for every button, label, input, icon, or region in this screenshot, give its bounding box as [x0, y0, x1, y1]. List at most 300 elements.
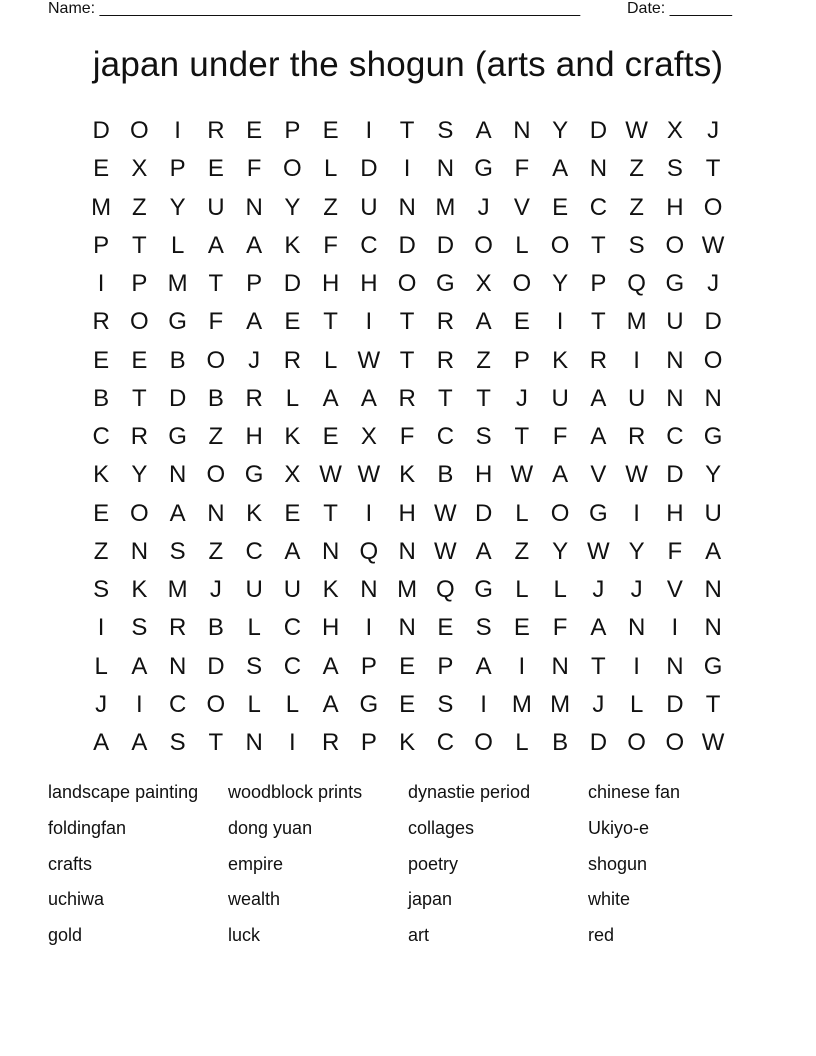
grid-cell[interactable]: D: [207, 652, 225, 680]
grid-cell[interactable]: E: [93, 499, 110, 527]
grid-cell[interactable]: C: [436, 729, 455, 757]
grid-cell[interactable]: S: [169, 729, 186, 757]
grid-cell[interactable]: A: [705, 537, 722, 565]
grid-cell[interactable]: A: [360, 384, 377, 412]
grid-cell[interactable]: T: [438, 384, 453, 412]
grid-cell[interactable]: O: [130, 117, 149, 145]
grid-cell[interactable]: N: [207, 499, 225, 527]
grid-cell[interactable]: L: [515, 499, 529, 527]
grid-cell[interactable]: I: [97, 614, 105, 642]
grid-cell[interactable]: U: [283, 576, 302, 604]
word-list-item: dong yuan: [228, 817, 313, 838]
grid-cell[interactable]: N: [398, 614, 416, 642]
grid-cell[interactable]: J: [707, 117, 720, 145]
grid-cell[interactable]: U: [360, 193, 378, 221]
grid-cell[interactable]: L: [629, 690, 644, 718]
grid-cell[interactable]: N: [436, 155, 455, 183]
grid-cell[interactable]: W: [701, 231, 725, 259]
grid-cell[interactable]: R: [168, 614, 187, 642]
grid-cell[interactable]: F: [552, 614, 568, 642]
grid-cell[interactable]: G: [703, 423, 723, 451]
grid-cell[interactable]: E: [93, 346, 110, 374]
grid-cell[interactable]: I: [365, 117, 373, 145]
grid-cell[interactable]: T: [591, 308, 606, 336]
grid-cell[interactable]: J: [592, 690, 605, 718]
grid-cell[interactable]: R: [321, 729, 340, 757]
grid-cell[interactable]: Z: [629, 155, 644, 183]
grid-cell[interactable]: E: [207, 155, 224, 183]
grid-cell[interactable]: O: [130, 499, 149, 527]
grid-cell[interactable]: E: [399, 652, 416, 680]
grid-cell[interactable]: L: [285, 690, 300, 718]
grid-cell[interactable]: T: [132, 231, 147, 259]
grid-cell[interactable]: Q: [359, 537, 379, 565]
grid-cell[interactable]: Y: [628, 537, 645, 565]
grid-cell[interactable]: D: [589, 117, 608, 145]
grid-cell[interactable]: L: [515, 576, 529, 604]
grid-cell[interactable]: H: [360, 270, 378, 298]
grid-cell[interactable]: Y: [552, 270, 569, 298]
grid-cell[interactable]: L: [285, 384, 300, 412]
grid-cell[interactable]: U: [207, 193, 225, 221]
grid-cell[interactable]: R: [589, 346, 608, 374]
grid-cell[interactable]: I: [97, 270, 105, 298]
grid-cell[interactable]: Z: [629, 193, 644, 221]
grid-cell[interactable]: N: [551, 652, 569, 680]
grid-cell[interactable]: N: [245, 193, 263, 221]
grid-cell[interactable]: I: [136, 690, 143, 718]
grid-cell[interactable]: U: [627, 384, 646, 412]
grid-cell[interactable]: Y: [552, 537, 569, 565]
grid-cell[interactable]: J: [248, 346, 261, 374]
grid-cell[interactable]: N: [704, 384, 722, 412]
grid-cell[interactable]: L: [515, 231, 529, 259]
grid-cell[interactable]: E: [284, 499, 301, 527]
grid-cell[interactable]: Z: [476, 346, 491, 374]
grid-cell[interactable]: B: [207, 384, 224, 412]
grid-cell[interactable]: N: [398, 193, 416, 221]
grid-cell[interactable]: O: [130, 308, 149, 336]
grid-cell[interactable]: A: [552, 155, 569, 183]
grid-cell[interactable]: Z: [208, 537, 224, 565]
grid-cell[interactable]: N: [360, 576, 378, 604]
grid-cell[interactable]: G: [703, 652, 723, 680]
grid-cell[interactable]: M: [91, 193, 112, 221]
grid-cell[interactable]: Y: [284, 193, 301, 221]
grid-cell[interactable]: D: [283, 270, 302, 298]
grid-cell[interactable]: C: [283, 614, 302, 642]
grid-cell[interactable]: K: [399, 461, 416, 489]
grid-cell[interactable]: R: [436, 308, 455, 336]
grid-cell[interactable]: M: [550, 690, 571, 718]
grid-cell[interactable]: S: [666, 155, 683, 183]
grid-cell[interactable]: I: [480, 690, 487, 718]
grid-cell[interactable]: F: [667, 537, 683, 565]
grid-cell[interactable]: B: [552, 729, 569, 757]
grid-cell[interactable]: P: [513, 346, 530, 374]
grid-cell[interactable]: A: [207, 231, 224, 259]
grid-cell[interactable]: P: [590, 270, 607, 298]
grid-cell[interactable]: T: [399, 346, 415, 374]
grid-cell[interactable]: P: [360, 729, 377, 757]
grid-cell[interactable]: A: [590, 614, 607, 642]
grid-cell[interactable]: C: [283, 652, 302, 680]
grid-cell[interactable]: X: [131, 155, 148, 183]
grid-cell[interactable]: D: [666, 461, 684, 489]
grid-cell[interactable]: G: [168, 308, 187, 336]
grid-cell[interactable]: O: [283, 155, 302, 183]
grid-cell[interactable]: W: [587, 537, 610, 565]
grid-cell[interactable]: J: [630, 576, 643, 604]
grid-cell[interactable]: W: [357, 461, 381, 489]
grid-cell[interactable]: H: [321, 614, 340, 642]
grid-cell[interactable]: G: [168, 423, 187, 451]
grid-cell[interactable]: J: [707, 270, 720, 298]
grid-cell[interactable]: R: [130, 423, 149, 451]
grid-cell[interactable]: X: [360, 423, 377, 451]
grid-cell[interactable]: E: [513, 614, 530, 642]
grid-cell[interactable]: S: [437, 117, 454, 145]
grid-cell[interactable]: G: [359, 690, 379, 718]
grid-cell[interactable]: W: [434, 537, 457, 565]
grid-cell[interactable]: E: [93, 155, 110, 183]
grid-cell[interactable]: A: [246, 308, 263, 336]
grid-cell[interactable]: S: [437, 690, 454, 718]
grid-cell[interactable]: A: [475, 308, 492, 336]
grid-cell[interactable]: H: [474, 461, 493, 489]
grid-cell[interactable]: T: [399, 308, 415, 336]
grid-cell[interactable]: A: [322, 384, 339, 412]
word-list-item: crafts: [48, 853, 93, 874]
grid-cell[interactable]: E: [552, 193, 569, 221]
grid-cell[interactable]: I: [633, 652, 640, 680]
grid-cell[interactable]: P: [131, 270, 148, 298]
grid-cell[interactable]: S: [475, 423, 492, 451]
grid-cell[interactable]: L: [323, 346, 338, 374]
grid-cell[interactable]: C: [168, 690, 187, 718]
grid-cell[interactable]: F: [246, 155, 262, 183]
grid-cell[interactable]: B: [437, 461, 454, 489]
grid-cell[interactable]: S: [93, 576, 110, 604]
word-list-item: wealth: [228, 889, 281, 910]
grid-cell[interactable]: P: [169, 155, 186, 183]
grid-cell[interactable]: E: [131, 346, 148, 374]
grid-cell[interactable]: C: [360, 231, 378, 259]
grid-cell[interactable]: M: [167, 270, 188, 298]
grid-cell[interactable]: T: [323, 499, 338, 527]
grid-cell[interactable]: K: [93, 461, 110, 489]
grid-cell[interactable]: L: [247, 614, 261, 642]
grid-cell[interactable]: O: [550, 499, 570, 527]
grid-cell[interactable]: R: [92, 308, 110, 336]
grid-cell[interactable]: M: [511, 690, 532, 718]
grid-cell[interactable]: L: [247, 690, 261, 718]
grid-cell[interactable]: I: [365, 308, 373, 336]
grid-cell[interactable]: U: [666, 308, 684, 336]
grid-cell[interactable]: B: [207, 614, 224, 642]
grid-cell[interactable]: G: [244, 461, 264, 489]
grid-cell[interactable]: E: [246, 117, 263, 145]
grid-cell[interactable]: O: [397, 270, 417, 298]
grid-cell[interactable]: I: [633, 499, 640, 527]
grid-cell[interactable]: O: [206, 346, 226, 374]
grid-cell[interactable]: K: [552, 346, 569, 374]
grid-cell[interactable]: G: [665, 270, 685, 298]
grid-cell[interactable]: A: [93, 729, 110, 757]
grid-cell[interactable]: Z: [93, 537, 109, 565]
grid-cell[interactable]: T: [705, 690, 721, 718]
grid-cell[interactable]: N: [589, 155, 608, 183]
grid-cell[interactable]: O: [206, 461, 226, 489]
grid-cell[interactable]: L: [553, 576, 567, 604]
word-list-item: poetry: [408, 853, 459, 874]
grid-cell[interactable]: D: [589, 729, 608, 757]
grid-cell[interactable]: N: [666, 384, 684, 412]
grid-cell[interactable]: E: [437, 614, 454, 642]
grid-cell[interactable]: E: [513, 308, 530, 336]
grid-cell[interactable]: X: [284, 461, 301, 489]
grid-cell[interactable]: O: [474, 231, 493, 259]
grid-cell[interactable]: I: [365, 614, 373, 642]
grid-cell[interactable]: O: [474, 729, 493, 757]
grid-cell[interactable]: I: [671, 614, 679, 642]
grid-cell[interactable]: W: [319, 461, 342, 489]
grid-cell[interactable]: I: [518, 652, 526, 680]
grid-cell[interactable]: T: [591, 652, 606, 680]
grid-cell[interactable]: A: [284, 537, 301, 565]
grid-cell[interactable]: B: [169, 346, 186, 374]
grid-cell[interactable]: D: [168, 384, 187, 412]
grid-cell[interactable]: A: [475, 537, 492, 565]
grid-cell[interactable]: K: [246, 499, 263, 527]
grid-cell[interactable]: J: [592, 576, 605, 604]
grid-cell[interactable]: N: [168, 461, 187, 489]
grid-cell[interactable]: A: [590, 423, 607, 451]
grid-cell[interactable]: R: [283, 346, 302, 374]
grid-cell[interactable]: R: [245, 384, 263, 412]
grid-cell[interactable]: Y: [552, 117, 569, 145]
grid-cell[interactable]: W: [357, 346, 381, 374]
grid-cell[interactable]: V: [590, 461, 607, 489]
grid-cell[interactable]: F: [208, 308, 224, 336]
grid-cell[interactable]: H: [321, 270, 340, 298]
grid-cell[interactable]: H: [666, 193, 684, 221]
word-list-item: woodblock prints: [228, 782, 363, 802]
grid-cell[interactable]: T: [323, 308, 338, 336]
grid-cell[interactable]: A: [475, 117, 492, 145]
grid-cell[interactable]: D: [360, 155, 378, 183]
grid-cell[interactable]: S: [628, 231, 645, 259]
grid-cell[interactable]: Y: [705, 461, 722, 489]
grid-cell[interactable]: J: [95, 690, 108, 718]
grid-cell[interactable]: N: [666, 346, 684, 374]
grid-cell[interactable]: L: [515, 729, 529, 757]
grid-cell[interactable]: T: [132, 384, 147, 412]
grid-cell[interactable]: I: [174, 117, 181, 145]
grid-cell[interactable]: F: [552, 423, 568, 451]
grid-cell[interactable]: O: [512, 270, 532, 298]
grid-cell[interactable]: A: [246, 231, 263, 259]
grid-cell[interactable]: G: [589, 499, 608, 527]
grid-cell[interactable]: O: [206, 690, 226, 718]
grid-cell[interactable]: M: [167, 576, 188, 604]
grid-cell[interactable]: R: [207, 117, 225, 145]
grid-cell[interactable]: C: [436, 423, 455, 451]
grid-cell[interactable]: L: [94, 652, 108, 680]
word-list-item: japan: [408, 889, 453, 910]
grid-cell[interactable]: D: [436, 231, 455, 259]
grid-cell[interactable]: J: [477, 193, 490, 221]
grid-cell[interactable]: Y: [169, 193, 186, 221]
grid-cell[interactable]: L: [170, 231, 185, 259]
grid-cell[interactable]: E: [322, 117, 339, 145]
grid-cell[interactable]: Y: [131, 461, 148, 489]
date-field[interactable]: Date: _______: [627, 0, 732, 17]
grid-cell[interactable]: X: [475, 270, 492, 298]
grid-cell[interactable]: O: [703, 193, 723, 221]
grid-cell[interactable]: T: [705, 155, 721, 183]
grid-cell[interactable]: A: [552, 461, 569, 489]
grid-cell[interactable]: H: [666, 499, 684, 527]
grid-cell[interactable]: G: [474, 155, 493, 183]
grid-cell[interactable]: C: [92, 423, 110, 451]
grid-cell[interactable]: D: [704, 308, 722, 336]
grid-cell[interactable]: N: [398, 537, 416, 565]
grid-cell[interactable]: I: [289, 729, 296, 757]
grid-cell[interactable]: D: [92, 117, 110, 145]
grid-cell[interactable]: N: [666, 652, 684, 680]
grid-cell[interactable]: N: [627, 614, 646, 642]
grid-cell[interactable]: P: [284, 117, 301, 145]
grid-cell[interactable]: T: [208, 270, 224, 298]
grid-cell[interactable]: T: [208, 729, 224, 757]
grid-cell[interactable]: C: [589, 193, 608, 221]
grid-cell[interactable]: T: [591, 231, 606, 259]
grid-cell[interactable]: H: [398, 499, 416, 527]
grid-cell[interactable]: F: [323, 231, 338, 259]
grid-cell[interactable]: J: [209, 576, 222, 604]
word-list-item: collages: [408, 817, 475, 838]
grid-cell[interactable]: I: [403, 155, 411, 183]
grid-cell[interactable]: B: [93, 384, 110, 412]
grid-cell[interactable]: A: [475, 652, 492, 680]
grid-cell[interactable]: W: [625, 117, 648, 145]
grid-cell[interactable]: K: [399, 729, 416, 757]
grid-cell[interactable]: K: [284, 231, 301, 259]
grid-cell[interactable]: W: [434, 499, 457, 527]
grid-cell[interactable]: O: [550, 231, 570, 259]
grid-cell[interactable]: V: [513, 193, 530, 221]
grid-cell[interactable]: R: [627, 423, 646, 451]
grid-cell[interactable]: V: [666, 576, 683, 604]
grid-cell[interactable]: T: [476, 384, 491, 412]
grid-cell[interactable]: A: [169, 499, 186, 527]
grid-cell[interactable]: Q: [627, 270, 646, 298]
grid-cell[interactable]: F: [399, 423, 415, 451]
grid-cell[interactable]: H: [245, 423, 263, 451]
grid-cell[interactable]: D: [474, 499, 493, 527]
grid-cell[interactable]: M: [435, 193, 456, 221]
grid-cell[interactable]: K: [284, 423, 301, 451]
grid-cell[interactable]: Z: [514, 537, 530, 565]
grid-cell[interactable]: I: [365, 499, 373, 527]
grid-cell[interactable]: G: [436, 270, 455, 298]
grid-cell[interactable]: J: [515, 384, 528, 412]
grid-cell[interactable]: P: [360, 652, 377, 680]
grid-cell[interactable]: O: [627, 729, 646, 757]
grid-cell[interactable]: C: [245, 537, 263, 565]
grid-cell[interactable]: U: [551, 384, 569, 412]
word-list-item: landscape painting: [48, 782, 199, 802]
grid-cell[interactable]: Z: [132, 193, 147, 221]
grid-cell[interactable]: S: [246, 652, 263, 680]
grid-cell[interactable]: Z: [323, 193, 338, 221]
grid-cell[interactable]: W: [625, 461, 648, 489]
grid-cell[interactable]: S: [131, 614, 148, 642]
grid-cell[interactable]: W: [510, 461, 534, 489]
grid-cell[interactable]: N: [704, 614, 722, 642]
grid-cell[interactable]: S: [475, 614, 492, 642]
grid-cell[interactable]: N: [130, 537, 149, 565]
grid-cell[interactable]: K: [131, 576, 148, 604]
grid-cell[interactable]: A: [131, 729, 148, 757]
grid-cell[interactable]: P: [246, 270, 263, 298]
grid-cell[interactable]: D: [398, 231, 416, 259]
grid-cell[interactable]: Z: [208, 423, 224, 451]
grid-cell[interactable]: N: [704, 576, 722, 604]
grid-cell[interactable]: U: [704, 499, 722, 527]
grid-cell[interactable]: U: [245, 576, 263, 604]
grid-cell[interactable]: K: [322, 576, 339, 604]
grid-cell[interactable]: I: [633, 346, 640, 374]
grid-cell[interactable]: D: [666, 690, 684, 718]
grid-cell[interactable]: M: [397, 576, 418, 604]
grid-cell[interactable]: C: [666, 423, 684, 451]
grid-cell[interactable]: W: [701, 729, 725, 757]
grid-cell[interactable]: T: [399, 117, 415, 145]
grid-cell[interactable]: N: [321, 537, 340, 565]
grid-cell[interactable]: F: [514, 155, 530, 183]
grid-cell[interactable]: T: [514, 423, 530, 451]
grid-cell[interactable]: A: [322, 652, 339, 680]
grid-cell[interactable]: R: [398, 384, 416, 412]
grid-cell[interactable]: L: [323, 155, 338, 183]
grid-cell[interactable]: E: [284, 308, 301, 336]
word-list-item: art: [408, 925, 430, 945]
grid-cell[interactable]: R: [436, 346, 455, 374]
grid-cell[interactable]: N: [513, 117, 531, 145]
grid-cell[interactable]: Q: [436, 576, 455, 604]
grid-cell[interactable]: M: [626, 308, 647, 336]
grid-cell[interactable]: N: [245, 729, 263, 757]
grid-cell[interactable]: A: [590, 384, 607, 412]
grid-cell[interactable]: P: [437, 652, 454, 680]
grid-cell[interactable]: G: [474, 576, 493, 604]
grid-cell[interactable]: O: [703, 346, 723, 374]
name-field[interactable]: Name: ______________________________________________________: [48, 0, 581, 17]
grid-cell[interactable]: E: [322, 423, 339, 451]
grid-cell[interactable]: N: [168, 652, 187, 680]
grid-cell[interactable]: P: [93, 231, 110, 259]
grid-cell[interactable]: A: [322, 690, 339, 718]
grid-cell[interactable]: O: [665, 729, 685, 757]
grid-cell[interactable]: O: [665, 231, 685, 259]
grid-cell[interactable]: X: [666, 117, 683, 145]
grid-cell[interactable]: A: [131, 652, 148, 680]
grid-cell[interactable]: I: [556, 308, 564, 336]
grid-cell[interactable]: E: [399, 690, 416, 718]
grid-cell[interactable]: S: [169, 537, 186, 565]
